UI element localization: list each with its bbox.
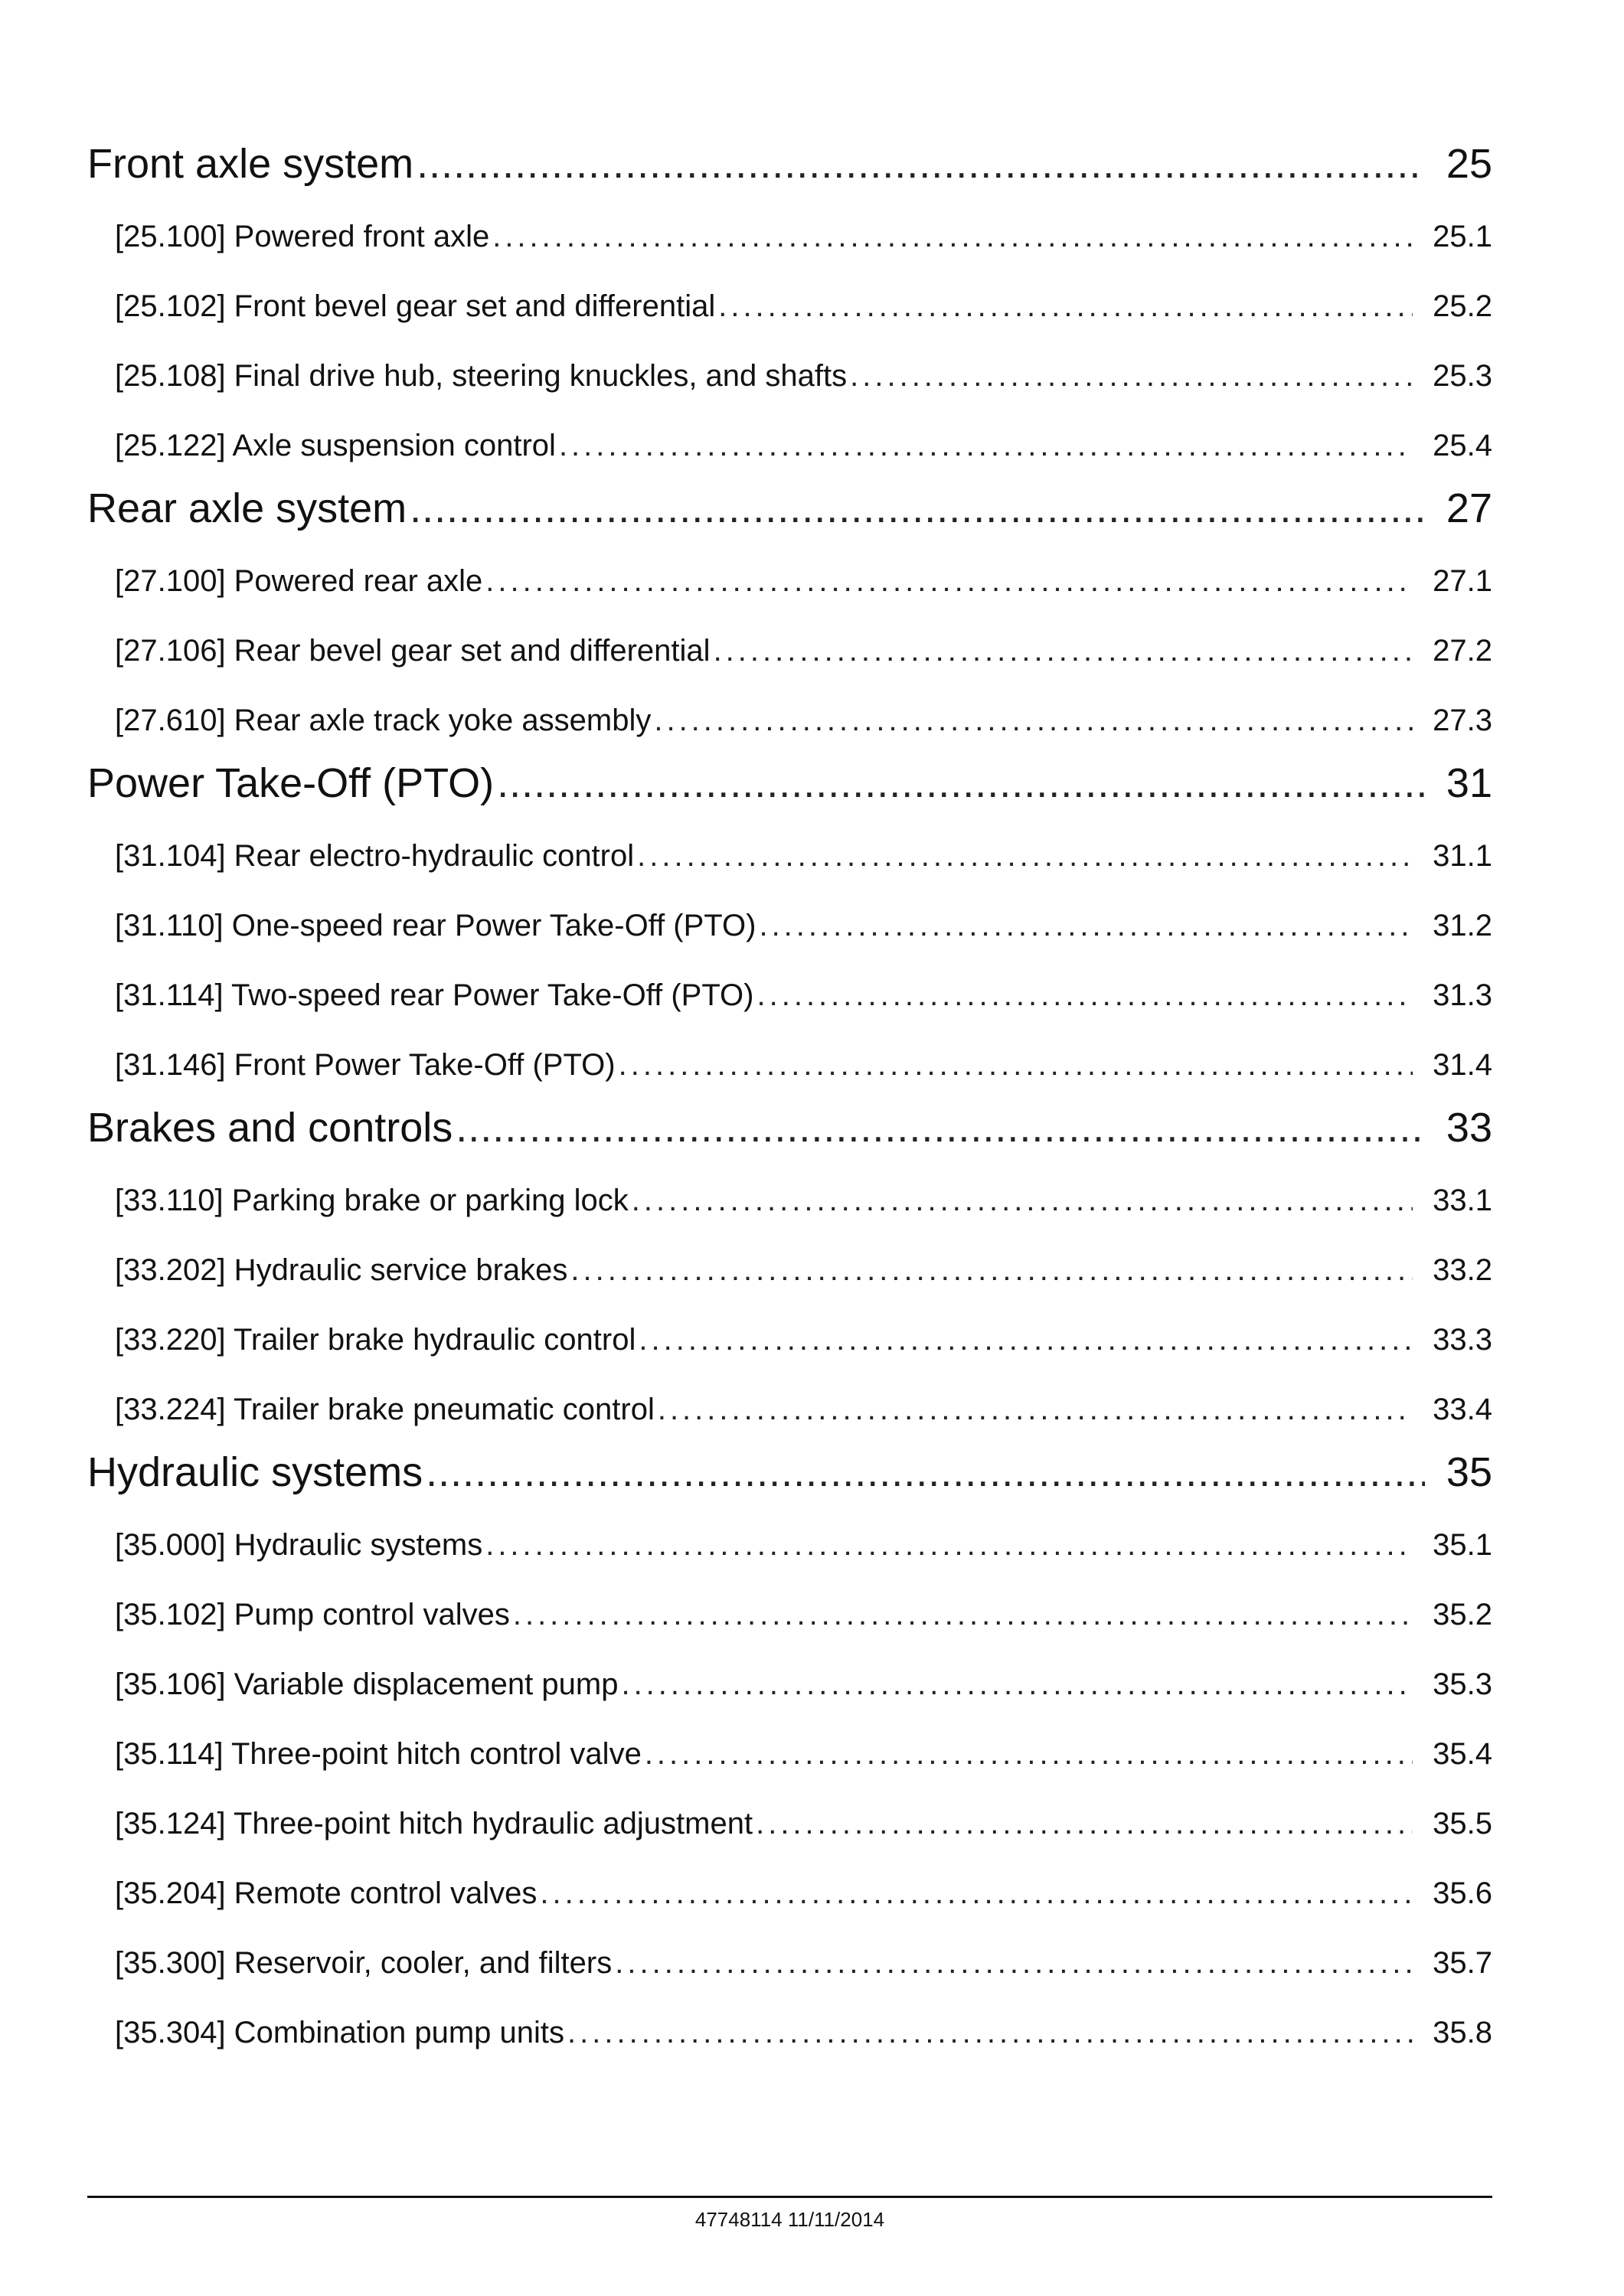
toc-subsection-page-number: 27.1: [1433, 564, 1492, 598]
toc-subsection-page-number: 27.2: [1433, 634, 1492, 668]
toc-subsection-page-number: 33.2: [1433, 1253, 1492, 1287]
dot-leader: [759, 891, 1413, 961]
toc-subsection-entry[interactable]: [87, 1859, 1492, 1929]
toc-subsection-page-number: 27.3: [1433, 704, 1492, 737]
dot-leader: [559, 411, 1413, 481]
toc-subsection-entry[interactable]: [87, 1929, 1492, 1998]
dot-leader: [426, 1445, 1425, 1500]
toc-subsection-page-number: 33.4: [1433, 1393, 1492, 1426]
toc-subsection-title: [31.146] Front Power Take-Off (PTO): [115, 1048, 616, 1082]
toc-subsection-title: [33.224] Trailer brake pneumatic control: [115, 1393, 655, 1426]
toc-subsection-page-number: 33.3: [1433, 1323, 1492, 1357]
toc-section-title: Hydraulic systems: [87, 1449, 423, 1495]
toc-subsection-title: [35.102] Pump control valves: [115, 1598, 510, 1631]
toc-subsection-title: [27.610] Rear axle track yoke assembly: [115, 704, 652, 737]
dot-leader: [756, 1789, 1413, 1859]
dot-leader: [621, 1650, 1413, 1720]
dot-leader: [619, 1030, 1413, 1100]
toc-subsection-title: [25.100] Powered front axle: [115, 220, 490, 253]
toc-subsection-entry[interactable]: [87, 821, 1492, 891]
toc-section-page-number: 31: [1446, 760, 1492, 806]
toc-subsection-entry[interactable]: [87, 1375, 1492, 1445]
dot-leader: [410, 481, 1425, 536]
toc-subsection-page-number: 31.2: [1433, 909, 1492, 942]
toc-subsection-title: [35.204] Remote control valves: [115, 1876, 538, 1910]
toc-subsection-entry[interactable]: [87, 1166, 1492, 1236]
toc-subsection-page-number: 35.7: [1433, 1946, 1492, 1980]
toc-subsection-title: [35.300] Reservoir, cooler, and filters: [115, 1946, 613, 1980]
toc-subsection-page-number: 35.6: [1433, 1876, 1492, 1910]
toc-subsection-title: [31.104] Rear electro-hydraulic control: [115, 839, 635, 873]
toc-subsection-entry[interactable]: [87, 1580, 1492, 1650]
toc-subsection-entry[interactable]: [87, 1030, 1492, 1100]
dot-leader: [756, 961, 1413, 1030]
footer-divider: [87, 2196, 1492, 2198]
dot-leader: [456, 1100, 1425, 1155]
table-of-contents: [87, 136, 1492, 2068]
toc-subsection-title: [33.110] Parking brake or parking lock: [115, 1184, 629, 1217]
toc-subsection-entry[interactable]: [87, 547, 1492, 616]
toc-subsection-entry[interactable]: [87, 1720, 1492, 1789]
toc-section-page-number: 35: [1446, 1449, 1492, 1495]
toc-section-entry[interactable]: [87, 1445, 1492, 1500]
dot-leader: [492, 202, 1413, 272]
toc-subsection-page-number: 25.1: [1433, 220, 1492, 253]
toc-section-entry[interactable]: [87, 136, 1492, 191]
toc-subsection-title: [25.108] Final drive hub, steering knuckles, and shafts: [115, 359, 848, 393]
toc-subsection-page-number: 31.4: [1433, 1048, 1492, 1082]
toc-subsection-title: [33.220] Trailer brake hydraulic control: [115, 1323, 636, 1357]
toc-subsection-page-number: 35.8: [1433, 2016, 1492, 2049]
toc-subsection-title: [27.106] Rear bevel gear set and differential: [115, 634, 711, 668]
toc-subsection-title: [31.114] Two-speed rear Power Take-Off (PTO): [115, 978, 754, 1012]
toc-section-title: Power Take-Off (PTO): [87, 760, 495, 806]
toc-subsection-title: [25.102] Front bevel gear set and differential: [115, 289, 716, 323]
toc-subsection-entry[interactable]: [87, 411, 1492, 481]
toc-subsection-entry[interactable]: [87, 1998, 1492, 2068]
dot-leader: [637, 821, 1413, 891]
dot-leader: [485, 1511, 1413, 1580]
toc-section-page-number: 33: [1446, 1105, 1492, 1151]
toc-subsection-entry[interactable]: [87, 1236, 1492, 1305]
dot-leader: [497, 756, 1425, 811]
toc-subsection-page-number: 35.3: [1433, 1667, 1492, 1701]
toc-subsection-title: [35.304] Combination pump units: [115, 2016, 565, 2049]
dot-leader: [485, 547, 1413, 616]
toc-subsection-page-number: 25.4: [1433, 429, 1492, 462]
toc-section-entry[interactable]: [87, 756, 1492, 811]
toc-subsection-title: [25.122] Axle suspension control: [115, 429, 556, 462]
dot-leader: [658, 1375, 1413, 1445]
dot-leader: [654, 686, 1413, 756]
toc-section-page-number: 25: [1446, 141, 1492, 187]
toc-subsection-entry[interactable]: [87, 202, 1492, 272]
toc-subsection-title: [35.124] Three-point hitch hydraulic adjustment: [115, 1807, 753, 1840]
footer-document-number: 47748114 11/11/2014: [694, 2208, 885, 2231]
toc-subsection-page-number: 35.2: [1433, 1598, 1492, 1631]
toc-section-page-number: 27: [1446, 485, 1492, 531]
toc-subsection-title: [35.114] Three-point hitch control valve: [115, 1737, 642, 1771]
dot-leader: [417, 136, 1425, 191]
toc-section-entry[interactable]: [87, 1100, 1492, 1155]
dot-leader: [513, 1580, 1413, 1650]
toc-subsection-entry[interactable]: [87, 1650, 1492, 1720]
dot-leader: [540, 1859, 1413, 1929]
toc-subsection-title: [35.106] Variable displacement pump: [115, 1667, 619, 1701]
toc-subsection-page-number: 35.5: [1433, 1807, 1492, 1840]
dot-leader: [850, 341, 1413, 411]
toc-subsection-entry[interactable]: [87, 686, 1492, 756]
toc-section-title: Front axle system: [87, 141, 414, 187]
toc-subsection-entry[interactable]: [87, 961, 1492, 1030]
toc-subsection-title: [35.000] Hydraulic systems: [115, 1528, 483, 1562]
toc-subsection-title: [27.100] Powered rear axle: [115, 564, 483, 598]
toc-subsection-entry[interactable]: [87, 616, 1492, 686]
dot-leader: [570, 1236, 1413, 1305]
toc-subsection-page-number: 35.1: [1433, 1528, 1492, 1562]
dot-leader: [645, 1720, 1413, 1789]
dot-leader: [714, 616, 1413, 686]
dot-leader: [567, 1998, 1413, 2068]
toc-section-title: Rear axle system: [87, 485, 407, 531]
toc-subsection-entry[interactable]: [87, 272, 1492, 341]
toc-subsection-entry[interactable]: [87, 891, 1492, 961]
toc-subsection-page-number: 25.2: [1433, 289, 1492, 323]
toc-subsection-page-number: 31.1: [1433, 839, 1492, 873]
toc-subsection-page-number: 35.4: [1433, 1737, 1492, 1771]
toc-subsection-title: [31.110] One-speed rear Power Take-Off (PTO): [115, 909, 756, 942]
toc-subsection-entry[interactable]: [87, 1789, 1492, 1859]
toc-section-entry[interactable]: [87, 481, 1492, 536]
toc-subsection-entry[interactable]: [87, 341, 1492, 411]
dot-leader: [639, 1305, 1413, 1375]
dot-leader: [632, 1166, 1413, 1236]
toc-subsection-page-number: 25.3: [1433, 359, 1492, 393]
toc-section-title: Brakes and controls: [87, 1105, 453, 1151]
dot-leader: [718, 272, 1413, 341]
toc-subsection-page-number: 31.3: [1433, 978, 1492, 1012]
toc-subsection-page-number: 33.1: [1433, 1184, 1492, 1217]
toc-subsection-entry[interactable]: [87, 1511, 1492, 1580]
toc-subsection-entry[interactable]: [87, 1305, 1492, 1375]
dot-leader: [615, 1929, 1413, 1998]
toc-subsection-title: [33.202] Hydraulic service brakes: [115, 1253, 568, 1287]
